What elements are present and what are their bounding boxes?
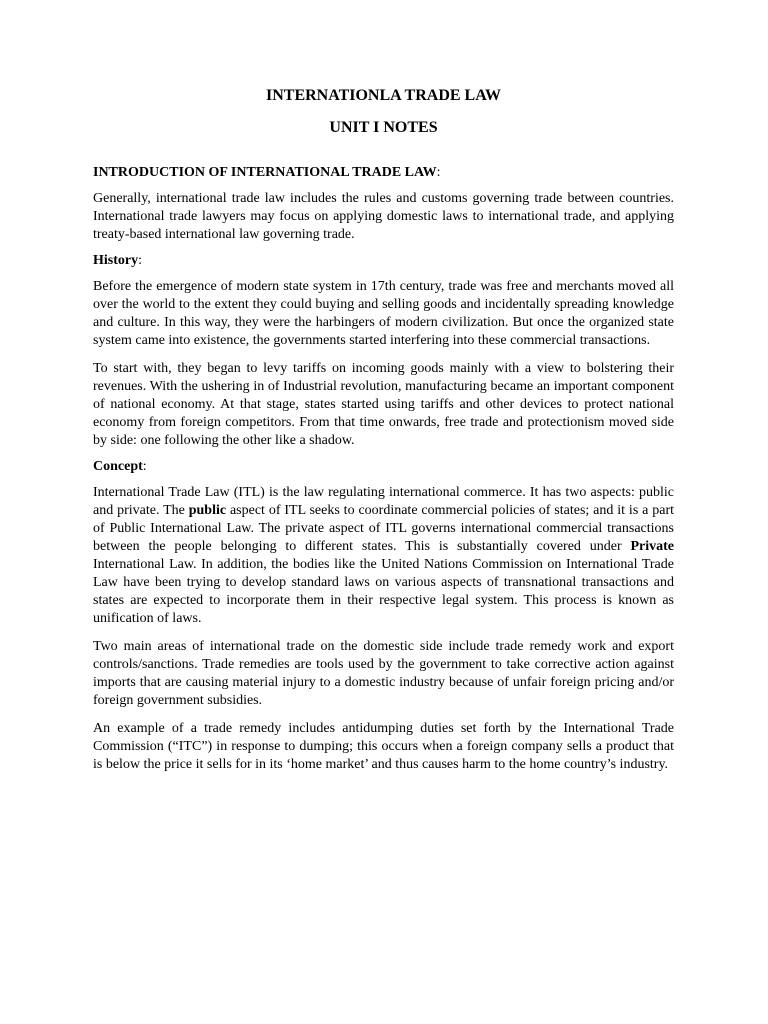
document-subtitle: UNIT I NOTES bbox=[329, 119, 438, 136]
concept-heading-colon: : bbox=[142, 459, 147, 474]
concept-text-part3: International Law. In addition, the bodies like the United Nations Commission on International Trade Law have been trying to develop standard laws on various aspects of transnational transactions and states are expected to incorporate them in their respective legal system. This process is known as unification of laws. bbox=[93, 557, 674, 626]
concept-bold-private: Private bbox=[630, 539, 674, 554]
history-heading-colon: : bbox=[138, 253, 142, 268]
concept-bold-public: public bbox=[188, 503, 227, 518]
history-heading bbox=[93, 252, 674, 269]
history-paragraph-2: To start with, they began to levy tariffs on incoming goods mainly with a view to bolstering their revenues. With the ushering in of Industrial revolution, manufacturing became an important component of national economy. At that stage, states started using tariffs and other devices to protect national economy from foreign competitors. From that time onwards, free trade and protectionism moved side by side: one following the other like a shadow. bbox=[93, 361, 674, 448]
concept-heading-text: Concept bbox=[93, 459, 143, 474]
document-title: INTERNATIONLA TRADE LAW bbox=[265, 87, 501, 104]
trade-remedy-paragraph-1: Two main areas of international trade on the domestic side include trade remedy work and export controls/sanctions. Trade remedies are tools used by the government to take corrective action against imports that are causing material injury to a domestic industry because of unfair foreign pricing and/or foreign government subsidies. bbox=[93, 639, 674, 708]
document-content bbox=[93, 86, 674, 774]
concept-heading bbox=[93, 458, 674, 475]
concept-text-part1: International Trade Law (ITL) is the law regulating international commerce. It has two aspects: public and private. The bbox=[93, 485, 674, 518]
concept-text-part2: aspect of ITL seeks to coordinate commercial policies of states; and it is a part of Public International Law. The private aspect of ITL governs international commercial transactions between the people belonging to different states. This is substantially covered under bbox=[93, 503, 674, 554]
intro-heading-colon: : bbox=[436, 165, 441, 180]
history-heading-text: History bbox=[93, 253, 139, 268]
intro-paragraph: Generally, international trade law includes the rules and customs governing trade between countries. International trade lawyers may focus on applying domestic laws to international trade, and applying treaty-based international law governing trade. bbox=[93, 191, 674, 242]
concept-paragraph bbox=[93, 484, 674, 628]
intro-heading bbox=[93, 164, 674, 181]
history-paragraph-1: Before the emergence of modern state system in 17th century, trade was free and merchants moved all over the world to the extent they could buying and selling goods and incidentally spreading knowledge and culture. In this way, they were the harbingers of modern civilization. But once the organized state system came into existence, the governments started interfering into these commercial transactions. bbox=[93, 279, 674, 348]
intro-heading-text: INTRODUCTION OF INTERNATIONAL TRADE LAW bbox=[93, 165, 437, 180]
trade-remedy-paragraph-2: An example of a trade remedy includes antidumping duties set forth by the International Trade Commission (“ITC”) in response to dumping; this occurs when a foreign company sells a product that is below the price it sells for in its ‘home market’ and thus causes harm to the home country’s industry. bbox=[93, 721, 674, 772]
